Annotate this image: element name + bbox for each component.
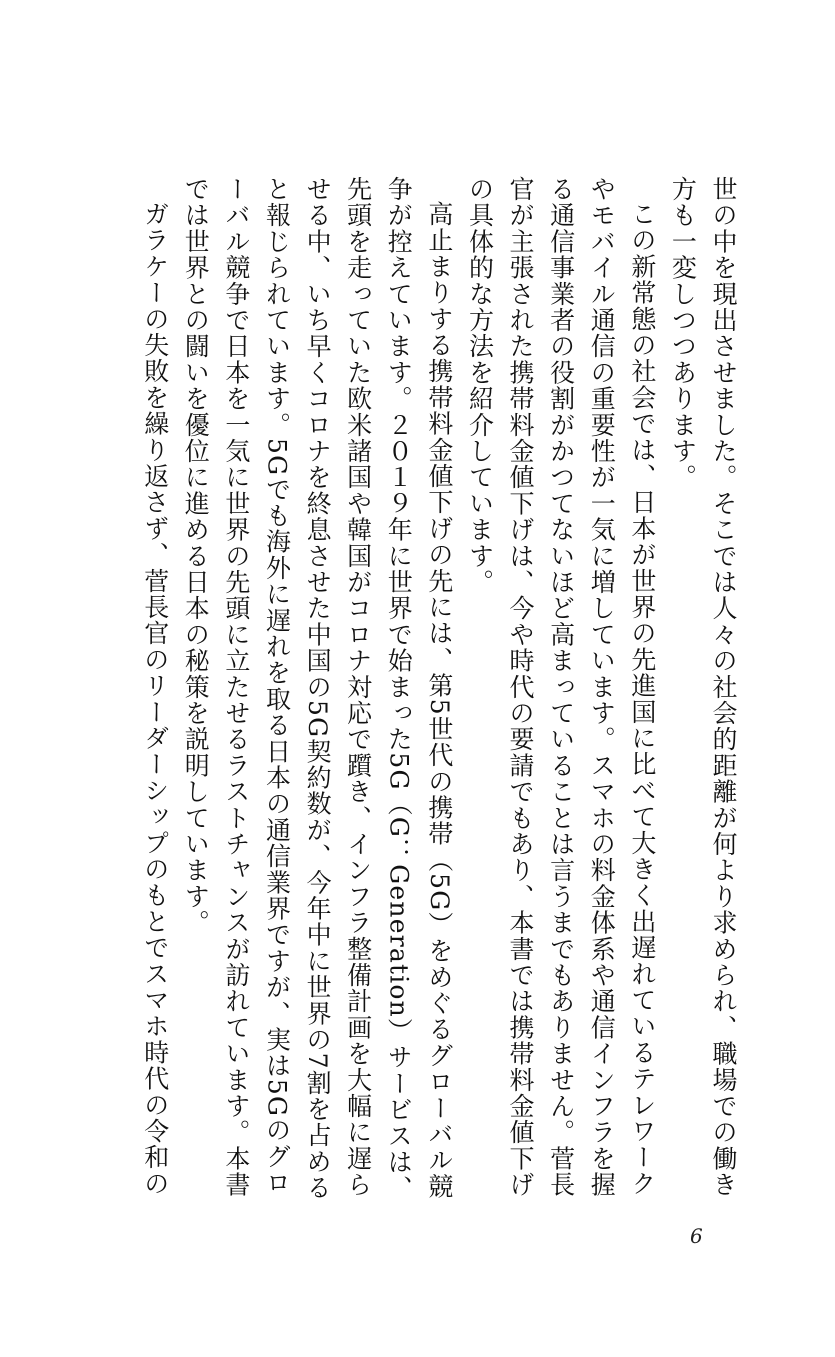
paragraph-3: 高止まりする携帯料金値下げの先には、第5世代の携帯（5G）をめぐるグローバル競争が控えています。２０１９年に世界で始まった5G（G：Generation）サービスは、先頭を走っていた欧米諸国や韓国がコロナ対応で躓き、インフラ整備計画を大幅に遅らせる中、いち早くコロナを終息させた中国の5G契約数が、今年中に世界の7割を占めると報じられています。5Gでも海外に遅れを取る日本の通信業界ですが、実は5Gのグローバル競争で日本を一気に世界の先頭に立たせるラストチャンスが訪れています。本書では世界との闘いを優位に進める日本の秘策を説明しています。 bbox=[181, 176, 454, 1202]
paragraph-2: この新常態の社会では、日本が世界の先進国に比べて大きく出遅れているテレワークやモバイル通信の重要性が一気に増しています。スマホの料金体系や通信インフラを握る通信事業者の役割がかつてないほど高まっていることは言うまでもありません。菅長官が主張された携帯料金値下げは、今や時代の要請でもあり、本書では携帯料金値下げの具体的な方法を紹介しています。 bbox=[465, 176, 657, 1198]
page-number: 6 bbox=[690, 1224, 703, 1248]
paragraph-4: ガラケーの失敗を繰り返さず、菅長官のリーダーシップのもとでスマホ時代の令和の bbox=[140, 201, 170, 1197]
paragraph-1: 世の中を現出させました。そこでは人々の社会的距離が何より求められ、職場での働き方も一変しつつあります。 bbox=[668, 176, 738, 1198]
vertical-text-body bbox=[83, 176, 743, 1206]
